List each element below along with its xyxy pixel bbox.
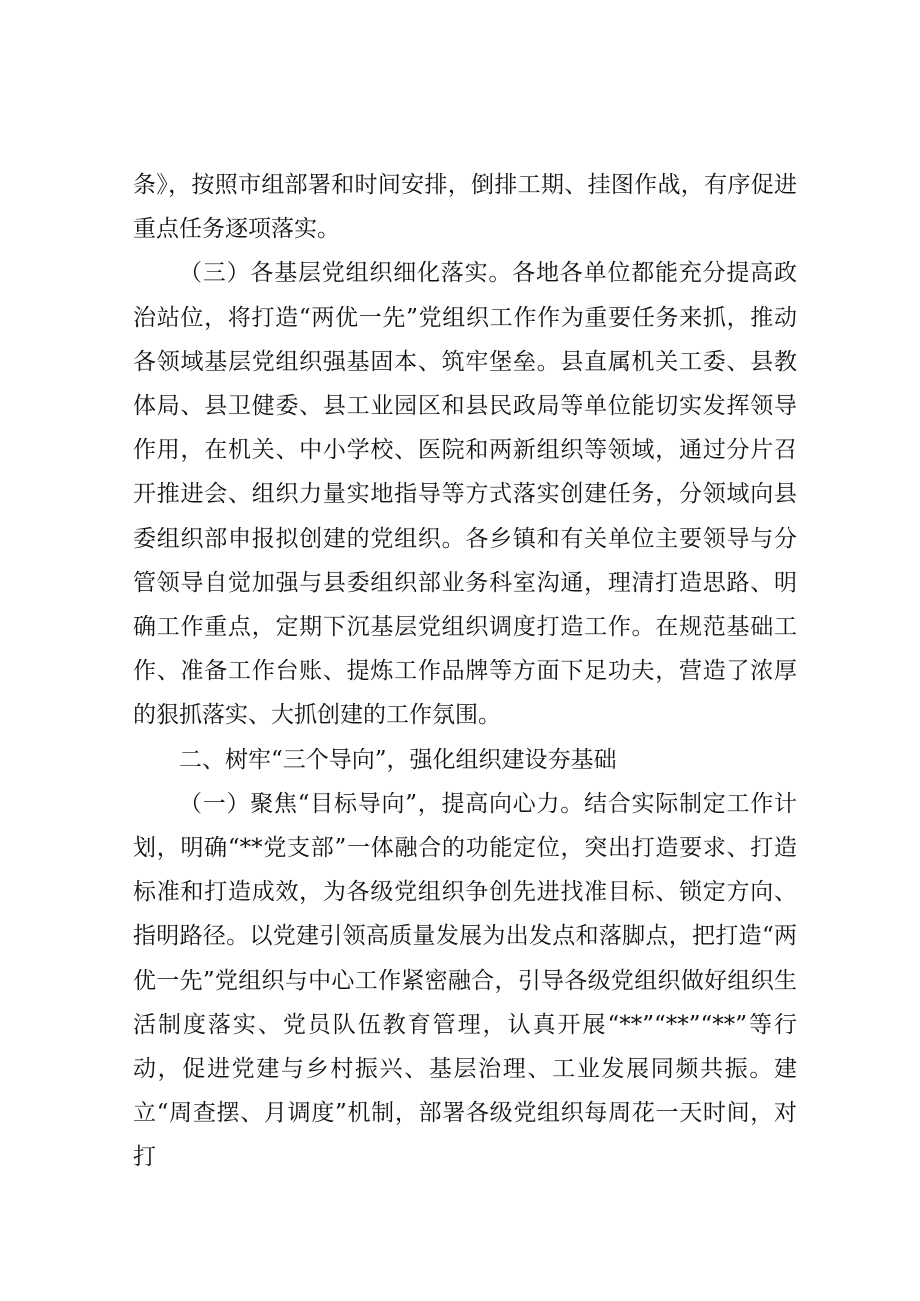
document-body [133,163,797,1180]
section-heading-two: 二、树牢“三个导向”，强化组织建设夯基础 [179,746,617,773]
paragraph-section-three: （三）各基层党组织细化落实。各地各单位都能充分提高政治站位，将打造“两优一先”党组织工作作为重要任务来抓，推动各领域基层党组织强基固本、筑牢堡垒。县直属机关工委、县教体局、县卫健委、县工业园区和县民政局等单位能切实发挥领导作用，在机关、中小学校、医院和两新组织等领域，通过分片召开推进会、组织力量实地指导等方式落实创建任务，分领域向县委组织部申报拟创建的党组织。各乡镇和有关单位主要领导与分管领导自觉加强与县委组织部业务科室沟通，理清打造思路、明确工作重点，定期下沉基层党组织调度打造工作。在规范基础工作、准备工作台账、提炼工作品牌等方面下足功夫，营造了浓厚的狠抓落实、大抓创建的工作氛围。 [133,260,797,729]
paragraph-continuation: 条》，按照市组部署和时间安排，倒排工期、挂图作战，有序促进重点任务逐项落实。 [133,172,797,243]
paragraph-target-orientation: （一）聚焦“目标导向”，提高向心力。结合实际制定工作计划，明确“**党支部”一体融合的功能定位，突出打造要求、打造标准和打造成效，为各级党组织争创先进找准目标、锁定方向、指明路径。以党建引领高质量发展为出发点和落脚点，把打造“两优一先”党组织与中心工作紧密融合，引导各级党组织做好组织生活制度落实、党员队伍教育管理，认真开展“**”“**”“**”等行动，促进党建与乡村振兴、基层治理、工业发展同频共振。建立“周查摆、月调度”机制，部署各级党组织每周花一天时间，对打 [133,790,797,1171]
